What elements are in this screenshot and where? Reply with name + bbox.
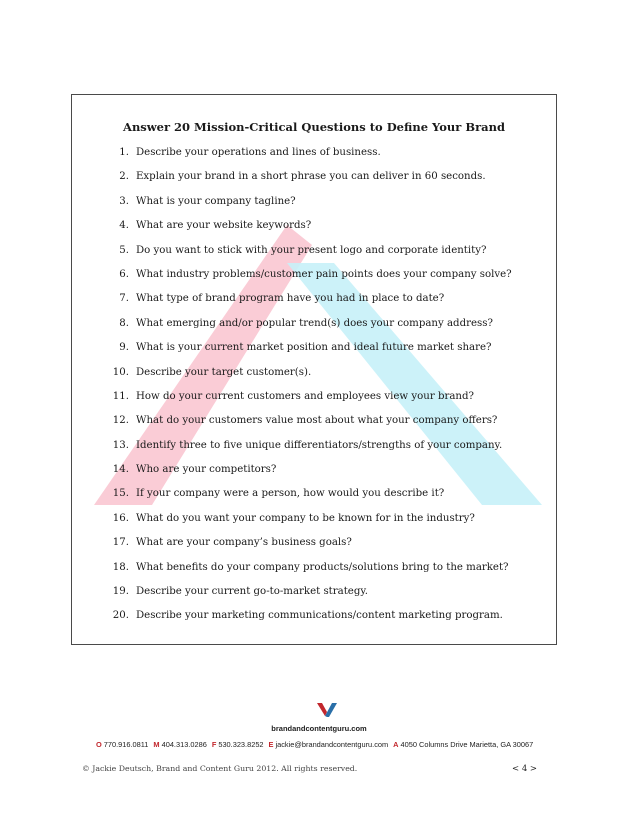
list-item: [105, 464, 512, 488]
question-number: 12.: [112, 415, 129, 427]
question-number: 13.: [112, 439, 129, 451]
contact-label: F: [211, 740, 217, 749]
list-item: [105, 318, 512, 342]
question-text: What emerging and/or popular trend(s) does your company address?: [136, 317, 493, 329]
question-number: 19.: [112, 586, 129, 598]
question-text: What is your company tagline?: [136, 195, 296, 207]
question-text: What industry problems/customer pain points does your company solve?: [136, 268, 512, 280]
page-title: Answer 20 Mission-Critical Questions to Define Your Brand: [123, 120, 505, 134]
question-text: What do you want your company to be known for in the industry?: [136, 512, 475, 524]
question-number: 16.: [112, 512, 129, 524]
contact-item: [212, 740, 264, 749]
list-item: [105, 537, 512, 561]
question-text: What do your customers value most about what your company offers?: [136, 415, 498, 427]
questions-box: [71, 94, 557, 645]
question-number: 4.: [119, 220, 129, 232]
question-number: 6.: [119, 268, 129, 280]
contact-item: [153, 740, 206, 749]
page-number: < 4 >: [512, 764, 538, 774]
contact-item: [393, 740, 533, 749]
list-item: [105, 220, 512, 244]
question-text: How do your current customers and employees view your brand?: [136, 390, 474, 402]
copyright-text: © Jackie Deutsch, Brand and Content Guru 2012. All rights reserved.: [82, 764, 358, 773]
question-number: 9.: [119, 342, 129, 354]
question-number: 17.: [112, 537, 129, 549]
question-text: Describe your marketing communications/content marketing program.: [136, 610, 503, 622]
question-text: What are your company’s business goals?: [136, 537, 352, 549]
contact-value: 770.916.0811: [103, 740, 149, 749]
question-number: 8.: [119, 317, 129, 329]
question-text: Who are your competitors?: [136, 464, 277, 476]
contact-label: A: [393, 740, 399, 749]
list-item: [105, 269, 512, 293]
question-list: [105, 147, 512, 635]
contact-value: 404.313.0286: [161, 740, 207, 749]
question-text: Describe your operations and lines of business.: [136, 147, 381, 158]
list-item: [105, 586, 512, 610]
question-text: Describe your current go-to-market strategy.: [136, 586, 368, 598]
question-number: 11.: [112, 390, 129, 402]
question-number: 5.: [119, 244, 129, 256]
list-item: [105, 196, 512, 220]
question-text: Identify three to five unique differentiators/strengths of your company.: [136, 439, 503, 451]
list-item: [105, 610, 512, 634]
brand-logo-icon: [317, 703, 337, 717]
contact-value: 530.323.8252: [218, 740, 264, 749]
contact-item: [269, 740, 389, 749]
contact-bar: [96, 740, 538, 749]
question-number: 2.: [119, 171, 129, 183]
question-number: 7.: [119, 293, 129, 305]
question-text: If your company were a person, how would you describe it?: [136, 488, 445, 500]
question-number: 20.: [112, 610, 129, 622]
contact-value: 4050 Columns Drive Marietta, GA 30067: [400, 740, 534, 749]
contact-value: jackie@brandandcontentguru.com: [275, 740, 389, 749]
list-item: [105, 562, 512, 586]
question-number: 15.: [112, 488, 129, 500]
question-text: Describe your target customer(s).: [136, 366, 312, 378]
list-item: [105, 245, 512, 269]
list-item: [105, 513, 512, 537]
question-text: What type of brand program have you had in place to date?: [136, 293, 445, 305]
contact-item: [96, 740, 148, 749]
question-number: 18.: [112, 561, 129, 573]
question-number: 3.: [119, 195, 129, 207]
list-item: [105, 367, 512, 391]
list-item: [105, 415, 512, 439]
list-item: [105, 171, 512, 195]
list-item: [105, 342, 512, 366]
question-number: 10.: [112, 366, 129, 378]
list-item: [105, 440, 512, 464]
list-item: [105, 293, 512, 317]
contact-label: O: [96, 740, 102, 749]
question-number: 1.: [119, 147, 129, 158]
website-text: brandandcontentguru.com: [271, 724, 367, 733]
question-text: What is your current market position and ideal future market share?: [136, 342, 492, 354]
list-item: [105, 391, 512, 415]
list-item: [105, 147, 512, 171]
question-text: What are your website keywords?: [136, 220, 312, 232]
question-text: Explain your brand in a short phrase you can deliver in 60 seconds.: [136, 171, 486, 183]
contact-label: E: [268, 740, 274, 749]
contact-label: M: [153, 740, 160, 749]
question-text: What benefits do your company products/solutions bring to the market?: [136, 561, 509, 573]
question-text: Do you want to stick with your present logo and corporate identity?: [136, 244, 487, 256]
question-number: 14.: [112, 464, 129, 476]
list-item: [105, 488, 512, 512]
